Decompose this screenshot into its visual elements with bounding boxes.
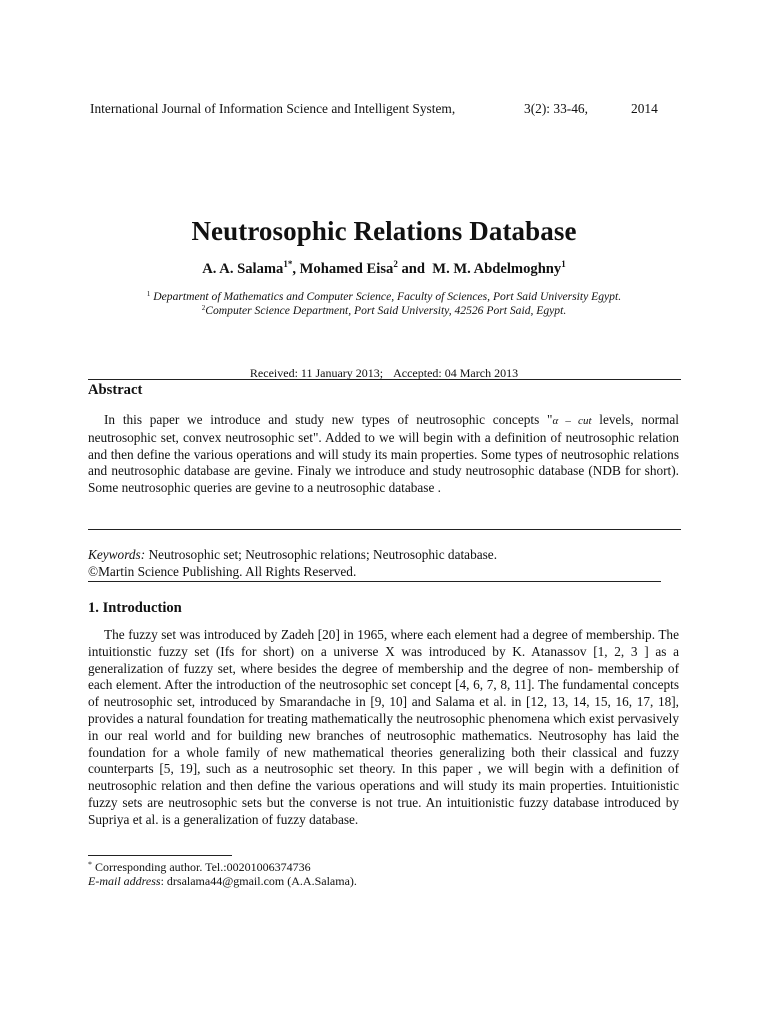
author-separator: and [397,261,433,277]
corresponding-author-text: Corresponding author. Tel.:00201006374736 [92,860,311,874]
abstract-body [88,412,679,497]
affiliation-1 [0,290,768,303]
paper-title: Neutrosophic Relations Database [191,216,577,246]
divider [88,581,661,582]
author-affiliation-mark: 1* [283,259,293,269]
author-affiliation-mark: 2 [393,259,398,269]
abstract-text: In this paper we introduce and study new types of neutrosophic concepts " [104,412,553,427]
keywords-label: Keywords: [88,547,146,562]
keywords-text: Neutrosophic set; Neutrosophic relations; Neutrosophic database. [145,547,498,562]
author-separator: , [292,261,300,277]
email-label: E-mail address [88,874,161,888]
divider [88,379,681,380]
divider [88,529,681,530]
keywords-block [88,546,679,580]
footnote-email [88,873,357,889]
footnote-divider [88,855,232,856]
abstract-text: levels, normal neutrosophic set, convex neutrosophic set". Added to we will begin with a definition of neutrosophic relation and then define the various operations and will study its main properties. Some types of neutrosophic relations and neutrosophic database are gevine. Finaly we introduce and study neutrosophic database (NDB for short). Some neutrosophic queries are gevine to a neutrosophic database . [88,412,679,496]
journal-issue: 3(2): 33-46, [524,101,588,116]
affiliation-text: Department of Mathematics and Computer Science, Faculty of Sciences, Port Said University Egypt. [150,290,622,303]
affiliation-mark: 1 [146,290,151,298]
alpha-cut-symbol: α – cut [552,415,592,427]
introduction-body [88,627,679,829]
affiliation-mark: 2 [201,304,206,312]
author-affiliation-mark: 1 [561,259,566,269]
author-name: Mohamed Eisa [299,261,394,277]
received-date: Received: 11 January 2013; [249,366,384,380]
footnote-mark: * [88,860,92,869]
journal-name: International Journal of Information Science and Intelligent System, [90,101,456,116]
abstract-heading: Abstract [88,382,143,398]
accepted-date: Accepted: 04 March 2013 [393,366,519,380]
introduction-text: The fuzzy set was introduced by Zadeh [20] in 1965, where each element had a degree of membership. The intuitionstic fuzzy set (Ifs for short) on a universe X was introduced by K. Atanassov [1, 2, 3 ] as a generalization of fuzzy set, where besides the degree of membership and the degree of non- membership of each element. After the introduction of the neutrosophic set concept [4, 6, 7, 8, 11]. The fundamental concepts of neutrosophic set, introduced by Smarandache in [9, 10] and Salama et al. in [12, 13, 14, 15, 16, 17, 18], provides a natural foundation for treating mathematically the neutrosophic phenomena which exist pervasively in our real world and for building new branches of neutrosophic mathematics. Neutrosophy has laid the foundation for a whole family of new mathematical theories generalizing both their classical and fuzzy counterparts [5, 19], such as a neutrosophic set theory. In this paper , we will begin with a definition of neutrosophic relation and then define the various operations and will study its main properties. Intuitionistic fuzzy sets are neutrosophic sets but the converse is not true. An intuitionistic fuzzy database introduced by Supriya et al. is a generalization of fuzzy database. [88,627,679,827]
author-name: A. A. Salama [202,261,284,277]
author-list [0,259,768,278]
copyright-notice: ©Martin Science Publishing. All Rights Reserved. [88,564,357,579]
email-text: : drsalama44@gmail.com (A.A.Salama). [160,874,357,888]
affiliation-2 [0,304,768,317]
journal-header [90,101,660,117]
journal-year: 2014 [631,101,658,116]
author-name: M. M. Abdelmoghny [432,261,562,277]
affiliation-text: Computer Science Department, Port Said University, 42526 Port Said, Egypt. [205,304,567,317]
introduction-heading: 1. Introduction [88,600,182,616]
